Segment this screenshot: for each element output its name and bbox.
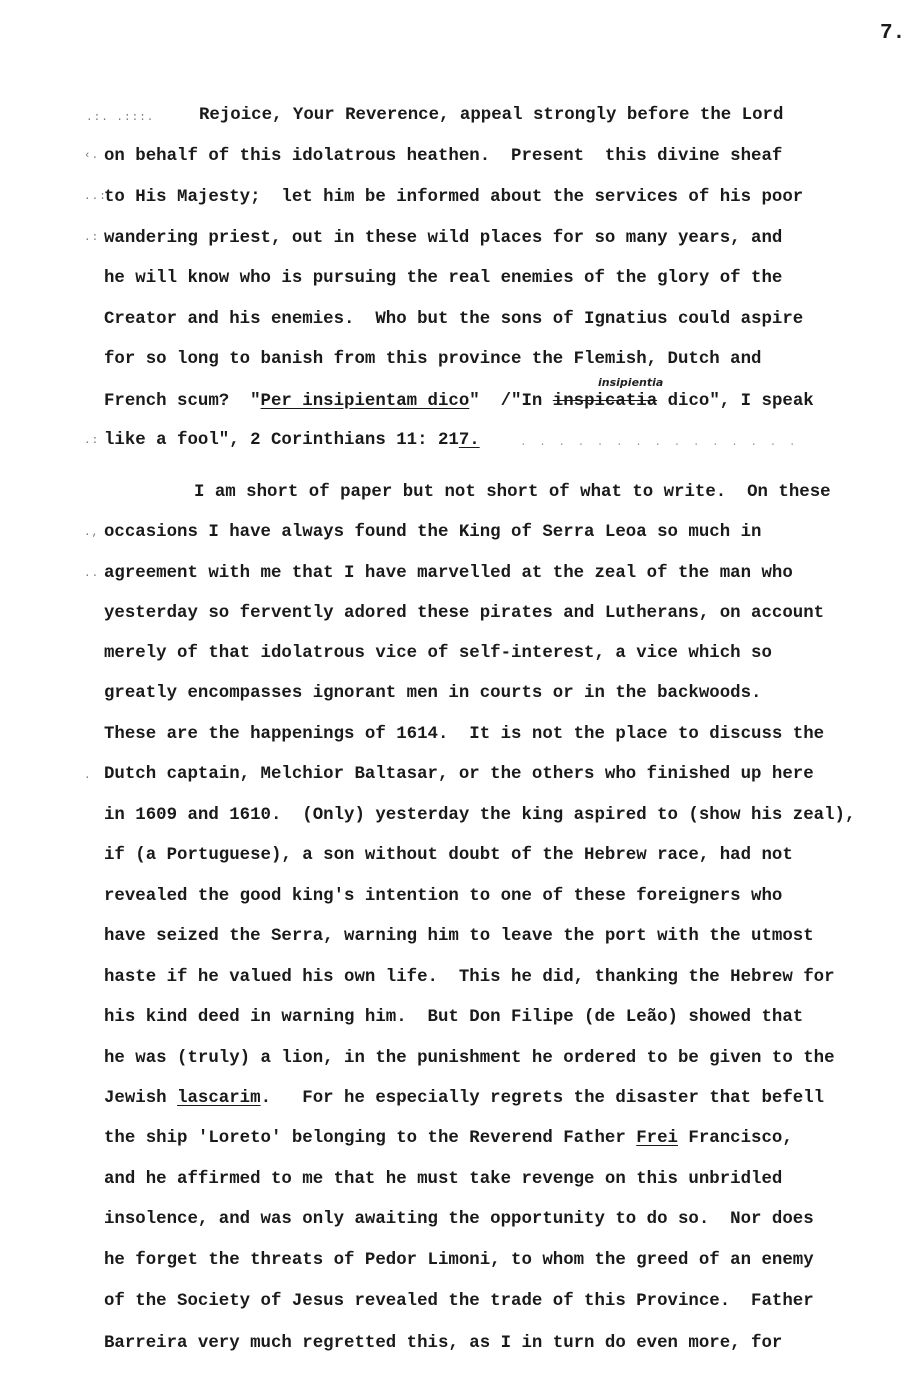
- text-line: on behalf of this idolatrous heathen. Present this divine sheaf: [104, 147, 783, 166]
- text-line: to His Majesty; let him be informed about the services of his poor: [104, 188, 804, 207]
- text-line: Dutch captain, Melchior Baltasar, or the others who finished up here: [104, 765, 814, 784]
- text-line: if (a Portuguese), a son without doubt of the Hebrew race, had not: [104, 846, 793, 865]
- line-segment: " /"In: [469, 392, 553, 411]
- line-segment: the ship 'Loreto' belonging to the Reverend Father: [104, 1129, 637, 1148]
- underlined-word: lascarim: [177, 1089, 261, 1108]
- margin-mark: ..: [84, 568, 100, 580]
- line-segment: Jewish: [104, 1089, 178, 1108]
- text-line: revealed the good king's intention to one of these foreigners who: [104, 887, 783, 906]
- text-line: occasions I have always found the King of Serra Leoa so much in: [104, 523, 762, 542]
- loreto-line: [104, 1128, 793, 1150]
- text-line: Barreira very much regretted this, as I in turn do even more, for: [104, 1334, 783, 1353]
- page-number: 7.: [880, 22, 906, 45]
- text-line: for so long to banish from this province the Flemish, Dutch and: [104, 350, 762, 369]
- line-segment: like a fool", 2 Corinthians 11: 21: [104, 431, 459, 450]
- lascarim-line: [104, 1088, 824, 1110]
- line-segment: dico", I speak: [657, 392, 814, 411]
- text-line: I am short of paper but not short of what to write. On these: [194, 483, 831, 502]
- text-line: his kind deed in warning him. But Don Filipe (de Leão) showed that: [104, 1008, 804, 1027]
- latin-quote-line: [104, 391, 814, 413]
- margin-mark: .:: [84, 232, 100, 244]
- struck-word: inspicatia: [552, 392, 658, 411]
- text-line: merely of that idolatrous vice of self-interest, a vice which so: [104, 644, 772, 663]
- text-line: have seized the Serra, warning him to leave the port with the utmost: [104, 927, 814, 946]
- text-line: he was (truly) a lion, in the punishment he ordered to be given to the: [104, 1049, 835, 1068]
- underlined-word: Frei: [636, 1129, 678, 1148]
- text-line: he forget the threats of Pedor Limoni, to whom the greed of an enemy: [104, 1251, 814, 1270]
- text-line: haste if he valued his own life. This he did, thanking the Hebrew for: [104, 968, 835, 987]
- margin-mark: .: [84, 770, 92, 782]
- text-line: agreement with me that I have marvelled at the zeal of the man who: [104, 564, 793, 583]
- latin-phrase: Per insipientam dico: [260, 392, 470, 411]
- margin-mark: .:: [84, 435, 100, 447]
- text-line: insolence, and was only awaiting the opportunity to do so. Nor does: [104, 1210, 814, 1229]
- text-line: in 1609 and 1610. (Only) yesterday the king aspired to (show his zeal),: [104, 806, 856, 825]
- text-line: of the Society of Jesus revealed the trade of this Province. Father: [104, 1292, 814, 1311]
- text-line: These are the happenings of 1614. It is not the place to discuss the: [104, 725, 825, 744]
- text-line: Creator and his enemies. Who but the sons of Ignatius could aspire: [104, 310, 804, 329]
- text-line: wandering priest, out in these wild places for so many years, and: [104, 229, 783, 248]
- text-line: and he affirmed to me that he must take revenge on this unbridled: [104, 1170, 783, 1189]
- text-line: yesterday so fervently adored these pirates and Lutherans, on account: [104, 604, 825, 623]
- citation-line: [104, 430, 480, 452]
- margin-mark: .,: [84, 527, 100, 539]
- margin-mark: .:. .:::.: [86, 112, 155, 124]
- margin-mark: ..:: [84, 191, 107, 203]
- handwritten-correction: insipientia: [598, 376, 664, 389]
- trailing-dots: . . . . . . . . . . . . . . .: [520, 437, 799, 449]
- line-segment: . For he especially regrets the disaster that befell: [260, 1089, 825, 1108]
- bracket-close: 7.: [458, 431, 480, 450]
- line-segment: Francisco,: [678, 1129, 793, 1148]
- text-line: greatly encompasses ignorant men in courts or in the backwoods.: [104, 684, 762, 703]
- text-line: Rejoice, Your Reverence, appeal strongly before the Lord: [199, 106, 784, 125]
- text-line: he will know who is pursuing the real enemies of the glory of the: [104, 269, 783, 288]
- margin-mark: ‹.: [84, 150, 100, 162]
- line-segment: French scum? ": [104, 392, 261, 411]
